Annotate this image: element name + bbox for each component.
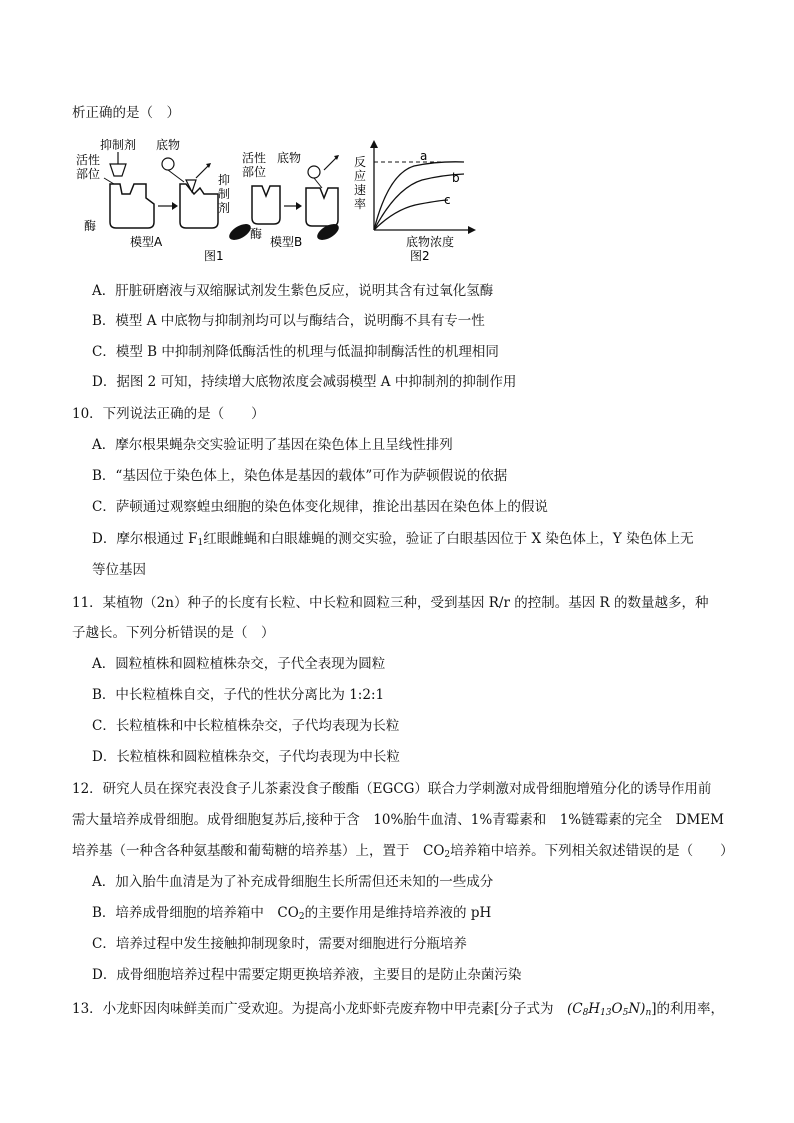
figure-1-caption: 图1 (204, 249, 224, 263)
model-b-caption: 模型B (270, 235, 303, 249)
substrate-shape-b (308, 166, 320, 178)
q11-option-c: C．长粒植株和中长粒植株杂交，子代均表现为长粒 (92, 718, 400, 734)
q12-option-a: A．加入胎牛血清是为了补充成骨细胞生长所需但还未知的一些成分 (92, 874, 494, 890)
q12-stem-3-subscript: 2 (444, 850, 451, 860)
q11-option-a: A．圆粒植株和圆粒植株杂交，子代全表现为圆粒 (92, 656, 386, 672)
enzyme-shape-b (252, 186, 280, 224)
q10-d-subscript: 1 (197, 538, 204, 548)
chitin-formula (567, 1001, 651, 1017)
model-a (76, 137, 224, 263)
curve-b-label: b (452, 171, 460, 185)
question-intro: 析正确的是（ ） (72, 105, 180, 121)
q12-option-c: C．培养过程中发生接触抑制现象时，需要对细胞进行分瓶培养 (92, 936, 467, 952)
q12-stem-line-1: 12．研究人员在探究表没食子儿茶素没食子酸酯（EGCG）联合力学刺激对成骨细胞增殖分化的诱导作用前 (72, 781, 712, 797)
q12-b-text-1: B．培养成骨细胞的培养箱中 CO (92, 905, 299, 921)
rate-graph (354, 140, 476, 263)
q12-b-text-2: 的主要作用是维持培养液的 pH (304, 905, 492, 921)
model-b-inhibitor-label-3: 剂 (218, 201, 231, 215)
formula-sub-3: 5 (622, 1008, 629, 1018)
model-b-active-label-1: 活性 (242, 151, 267, 165)
q9-option-c: C．模型 B 中抑制剂降低酶活性的机理与低温抑制酶活性的机理相同 (92, 344, 499, 360)
model-a-enzyme-label: 酶 (84, 219, 97, 233)
model-b-active-label-2: 部位 (242, 165, 267, 179)
graph-ylabel-4: 率 (354, 197, 367, 211)
q11-stem-line-1: 11．某植物（2n）种子的长度有长粒、中长粒和圆粒三种，受到基因 R/r 的控制。基因 R 的数量越多，种 (72, 595, 709, 611)
formula-part-1: (C (566, 1001, 583, 1017)
q11-option-b: B．中长粒植株自交，子代的性状分离比为 1:2:1 (92, 687, 385, 703)
model-b-enzyme-label: 酶 (250, 227, 263, 241)
q13-stem (72, 999, 724, 1019)
model-a-inhibitor-label: 抑制剂 (100, 138, 137, 152)
model-a-active-label-1: 活性 (76, 153, 101, 167)
inhibitor-shape-a (110, 164, 126, 176)
enzyme-shape-b2 (306, 188, 338, 226)
graph-xlabel: 底物浓度 (406, 235, 455, 249)
q10-option-b: B．“基因位于染色体上，染色体是基因的载体”可作为萨顿假说的依据 (92, 468, 508, 484)
q12-option-b (92, 903, 491, 923)
model-a-caption: 模型A (130, 235, 163, 249)
enzyme-shape-a2 (180, 184, 218, 228)
enzyme-models-diagram (70, 134, 490, 270)
q13-text-1: 13．小龙虾因肉味鲜美而广受欢迎。为提高小龙虾虾壳废弃物中甲壳素[分子式为 (72, 1001, 567, 1017)
curve-c-label: c (444, 193, 451, 207)
q9-option-b: B．模型 A 中底物与抑制剂均可以与酶结合，说明酶不具有专一性 (92, 313, 485, 329)
q12-stem-3-text-2: 培养箱中培养。下列相关叙述错误的是（ ） (450, 843, 734, 859)
enzyme-figure (70, 134, 490, 270)
q12-option-d: D．成骨细胞培养过程中需要定期更换培养液，主要目的是防止杂菌污染 (92, 967, 522, 983)
model-b-substrate-label: 底物 (277, 151, 302, 165)
graph-ylabel-1: 反 (354, 155, 367, 169)
q11-option-d: D．长粒植株和圆粒植株杂交，子代均表现为中长粒 (92, 749, 400, 765)
q12-stem-3-text-1: 培养基（一种含各种氨基酸和葡萄糖的培养基）上，置于 CO (72, 843, 445, 859)
q12-stem-line-2: 需大量培养成骨细胞。成骨细胞复苏后,接种于含 10%胎牛血清、1%青霉素和 1%链霉素的完全 DMEM (72, 812, 724, 828)
figure-2-caption: 图2 (410, 249, 430, 263)
q10-option-a: A．摩尔根果蝇杂交实验证明了基因在染色体上且呈线性排列 (92, 437, 453, 453)
q12-stem-line-3 (72, 841, 734, 861)
model-a-active-label-2: 部位 (76, 167, 101, 181)
q11-stem-line-2: 子越长。下列分析错误的是（ ） (72, 625, 275, 641)
formula-part-3: O (611, 1001, 623, 1017)
q13-text-2: ]的利用率， (651, 1001, 725, 1017)
model-b-inhibitor-label-1: 抑 (218, 173, 231, 187)
model-b (218, 150, 341, 249)
model-b-inhibitor-label-2: 制 (218, 187, 231, 201)
formula-sub-4: n (645, 1008, 652, 1018)
substrate-shape-a (162, 158, 174, 170)
graph-ylabel-3: 速 (354, 183, 367, 197)
q10-option-c: C．萨顿通过观察蝗虫细胞的染色体变化规律，推论出基因在染色体上的假说 (92, 499, 548, 515)
q10-stem: 10．下列说法正确的是（ ） (72, 406, 265, 422)
model-a-substrate-label: 底物 (156, 138, 181, 152)
q10-option-d (92, 529, 694, 549)
q9-option-d: D．据图 2 可知，持续增大底物浓度会减弱模型 A 中抑制剂的抑制作用 (92, 374, 517, 390)
formula-part-2: H (588, 1001, 601, 1017)
q10-option-d-cont: 等位基因 (92, 562, 146, 578)
graph-ylabel-2: 应 (354, 169, 367, 183)
curve-a-label: a (420, 149, 428, 163)
q10-d-text-2: 红眼雌蝇和白眼雄蝇的测交实验，验证了白眼基因位于 X 染色体上，Y 染色体上无 (203, 531, 694, 547)
formula-sub-1: 8 (582, 1008, 589, 1018)
q10-d-text-1: D．摩尔根通过 F (92, 531, 198, 547)
formula-sub-2: 13 (600, 1008, 612, 1018)
q9-option-a: A．肝脏研磨液与双缩脲试剂发生紫色反应，说明其含有过氧化氢酶 (92, 283, 494, 299)
enzyme-shape-a (110, 184, 154, 228)
formula-part-4: N) (628, 1001, 646, 1017)
curve-c (374, 200, 448, 230)
q12-b-subscript: 2 (298, 912, 305, 922)
